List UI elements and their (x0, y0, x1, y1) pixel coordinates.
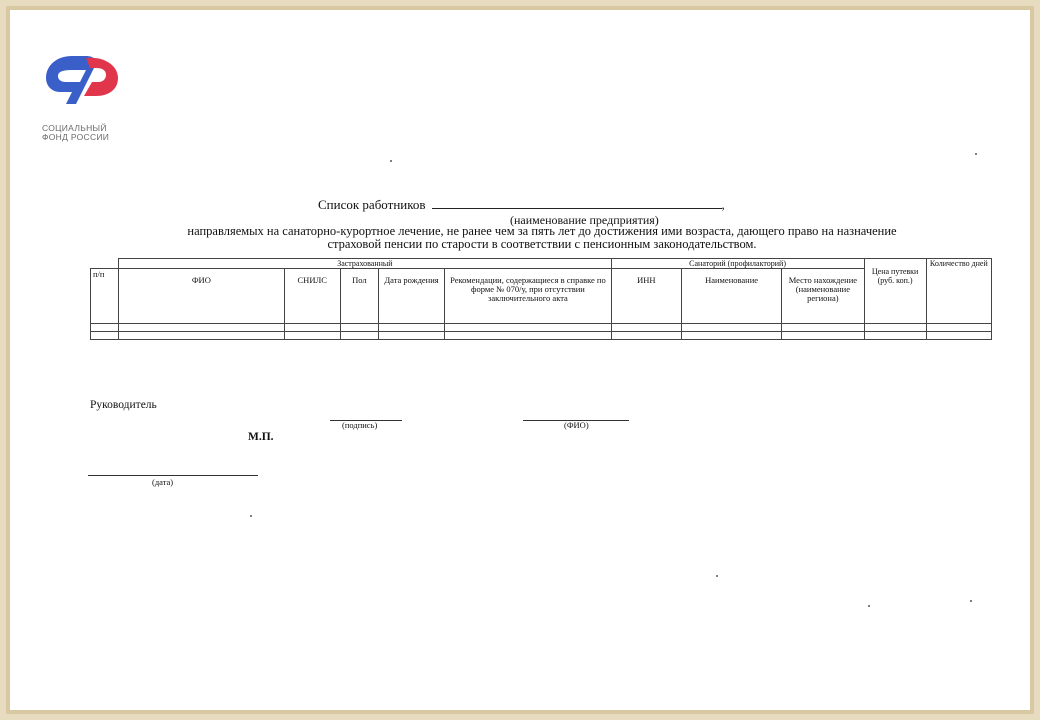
enterprise-blank-field[interactable] (432, 196, 722, 209)
date-line[interactable] (88, 475, 258, 476)
logo-line-1: СОЦИАЛЬНЫЙ (42, 123, 107, 133)
enterprise-caption: (наименование предприятия) (510, 213, 659, 227)
intro-line-1: направляемых на санаторно-курортное лечение, не ранее чем за пять лет до достижения ими возраста, дающего право на назначение (187, 224, 897, 238)
scan-speck (250, 515, 252, 517)
document-title: Список работников (318, 197, 426, 212)
document-page (10, 10, 1030, 710)
col-name: Наименование (681, 269, 781, 324)
scan-speck (390, 160, 392, 162)
sfr-logo-icon (42, 48, 122, 114)
col-inn: ИНН (611, 269, 681, 324)
document-title-line (318, 196, 725, 213)
fio-caption: (ФИО) (564, 420, 589, 430)
table-header-row (91, 269, 992, 324)
signature-caption: (подпись) (342, 420, 378, 430)
logo-line-2: ФОНД РОССИИ (42, 132, 110, 142)
col-sex: Пол (340, 269, 378, 324)
table-group-row (91, 259, 992, 269)
group-insured: Застрахованный (119, 259, 612, 269)
title-suffix: , (721, 197, 725, 212)
col-snils: СНИЛС (284, 269, 340, 324)
scan-speck (975, 153, 977, 155)
col-num: п/п (91, 269, 119, 324)
intro-line-2: страховой пенсии по старости в соответствии с пенсионным законодательством. (327, 237, 757, 251)
table-row (91, 324, 992, 332)
employees-table (90, 258, 992, 340)
scan-speck (868, 605, 870, 607)
sfr-logo (42, 48, 134, 148)
group-sanatorium: Санаторий (профилакторий) (611, 259, 864, 269)
col-fio: ФИО (119, 269, 285, 324)
table-row (91, 332, 992, 340)
col-location: Место нахождение (наименование региона) (782, 269, 864, 324)
intro-text (92, 225, 992, 251)
col-days: Количество дней (926, 259, 991, 324)
scan-speck (970, 600, 972, 602)
employees-table-wrap (90, 258, 992, 340)
col-birth: Дата рождения (378, 269, 444, 324)
stamp-label: М.П. (248, 431, 274, 443)
col-price: Цена путевки (руб. коп.) (864, 259, 926, 324)
col-recommend: Рекомендации, содержащиеся в справке по форме № 070/у, при отсутствии заключительного акта (445, 269, 612, 324)
head-label: Руководитель (90, 399, 157, 411)
date-caption: (дата) (152, 477, 174, 487)
sfr-logo-text (42, 124, 152, 142)
scan-speck (716, 575, 718, 577)
